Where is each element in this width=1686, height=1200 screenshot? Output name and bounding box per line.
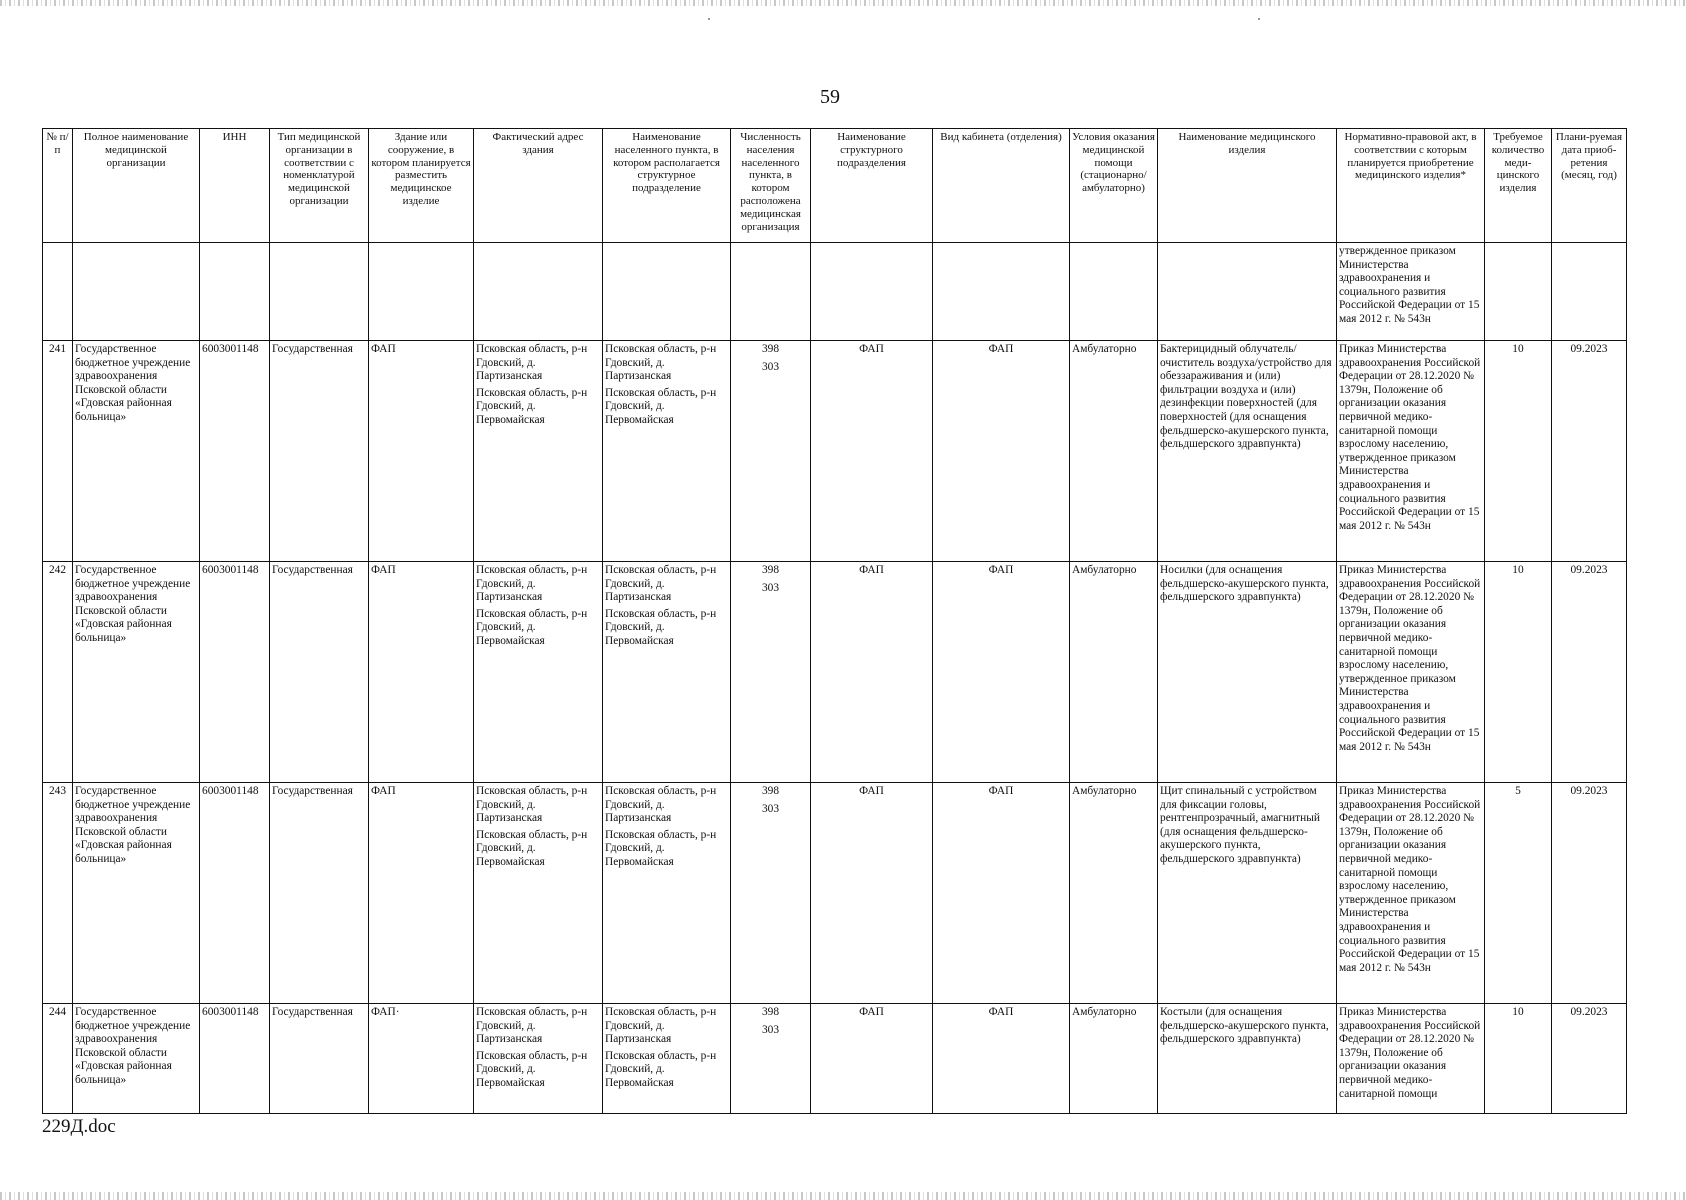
settlement-line: Псковская область, р-н Гдовский, д. Партизанская	[605, 785, 717, 825]
act-cell: Приказ Министерства здравоохранения Российской Федерации от 28.12.2020 № 1379н, Положение об организации оказания первичной медико-санитарной помощи	[1337, 1004, 1485, 1114]
date-cell: 09.2023	[1552, 1004, 1627, 1114]
date-cell: 09.2023	[1552, 562, 1627, 783]
header-cell: Тип медицинской организации в соответствии с номенклатурой медицинской организации	[270, 129, 369, 243]
row-number: 241	[43, 341, 73, 562]
org-name-cell: Государственное бюджетное учреждение здравоохранения Псковской области «Гдовская районная больница»	[73, 783, 200, 1004]
header-cell: Нормативно-правовой акт, в соответствии с которым планируется приобретение медицинского изделия*	[1337, 129, 1485, 243]
address-cell	[474, 341, 603, 562]
org-type-cell: Государственная	[270, 1004, 369, 1114]
building-cell: ФАП·	[369, 1004, 474, 1114]
device-cell: Щит спинальный с устройством для фиксации головы, рентгенпрозрачный, амагнитный (для оснащения фельдшерско-акушерского пункта, фельдшерского здравпункта)	[1158, 783, 1337, 1004]
address-line: Псковская область, р-н Гдовский, д. Первомайская	[476, 386, 588, 426]
address-cell	[474, 783, 603, 1004]
scan-edge-top	[0, 0, 1686, 6]
address-cell	[474, 1004, 603, 1114]
date-cell: 09.2023	[1552, 783, 1627, 1004]
header-cell: Требуемое количество меди-цинского изделия	[1485, 129, 1552, 243]
header-cell: Вид кабинета (отделения)	[933, 129, 1070, 243]
address-line: Псковская область, р-н Гдовский, д. Партизанская	[476, 564, 588, 604]
cabinet-cell: ФАП	[933, 562, 1070, 783]
act-cell: Приказ Министерства здравоохранения Российской Федерации от 28.12.2020 № 1379н, Положение об организации оказания первичной медико-санитарной помощи взрослому населению, утвержденное приказом Министерства здравоохранения и социального развития Российской Федерации от 15 мая 2012 г. № 543н	[1337, 783, 1485, 1004]
scan-speck	[708, 18, 710, 20]
population-value: 303	[761, 1023, 780, 1036]
population-cell	[731, 1004, 811, 1114]
header-cell: Здание или сооружение, в котором планируется разместить медицинское изделие	[369, 129, 474, 243]
quantity-cell: 10	[1485, 562, 1552, 783]
conditions-cell: Амбулаторно	[1070, 341, 1158, 562]
quantity-cell: 10	[1485, 341, 1552, 562]
settlement-line: Псковская область, р-н Гдовский, д. Партизанская	[605, 564, 717, 604]
org-type-cell: Государственная	[270, 562, 369, 783]
org-name-cell: Государственное бюджетное учреждение здравоохранения Псковской области «Гдовская районная больница»	[73, 1004, 200, 1114]
table-row	[43, 341, 1627, 562]
inn-cell: 6003001148	[200, 783, 270, 1004]
building-cell: ФАП	[369, 562, 474, 783]
org-name-cell: Государственное бюджетное учреждение здравоохранения Псковской области «Гдовская районная больница»	[73, 341, 200, 562]
header-cell: Наименование структурного подразделения	[811, 129, 933, 243]
population-value: 398	[761, 1006, 780, 1018]
address-line: Псковская область, р-н Гдовский, д. Первомайская	[476, 1049, 588, 1089]
population-value: 303	[761, 360, 780, 373]
header-cell: Полное наименование медицинской организации	[73, 129, 200, 243]
population-cell	[731, 783, 811, 1004]
row-number: 242	[43, 562, 73, 783]
address-line: Псковская область, р-н Гдовский, д. Партизанская	[476, 1006, 588, 1046]
population-value: 398	[761, 343, 780, 355]
scan-speck	[1258, 18, 1260, 20]
population-value: 303	[761, 581, 780, 594]
unit-cell: ФАП	[811, 783, 933, 1004]
conditions-cell: Амбулаторно	[1070, 783, 1158, 1004]
inn-cell: 6003001148	[200, 341, 270, 562]
org-type-cell: Государственная	[270, 783, 369, 1004]
population-cell	[731, 341, 811, 562]
building-cell: ФАП	[369, 341, 474, 562]
settlement-line: Псковская область, р-н Гдовский, д. Партизанская	[605, 343, 717, 383]
footer-filename: 229Д.doc	[42, 1116, 116, 1137]
header-cell: Наименование населенного пункта, в котором располагается структурное подразделение	[603, 129, 731, 243]
scan-edge-bottom	[0, 1192, 1686, 1200]
continuation-row	[43, 243, 1627, 341]
population-value: 398	[761, 785, 780, 797]
settlement-line: Псковская область, р-н Гдовский, д. Первомайская	[605, 828, 717, 868]
address-line: Псковская область, р-н Гдовский, д. Первомайская	[476, 607, 588, 647]
quantity-cell: 10	[1485, 1004, 1552, 1114]
header-cell: Численность населения населенного пункта, в котором расположена медицинская организация	[731, 129, 811, 243]
settlement-cell	[603, 1004, 731, 1114]
address-line: Псковская область, р-н Гдовский, д. Первомайская	[476, 828, 588, 868]
settlement-line: Псковская область, р-н Гдовский, д. Первомайская	[605, 386, 717, 426]
settlement-line: Псковская область, р-н Гдовский, д. Первомайская	[605, 1049, 717, 1089]
cabinet-cell: ФАП	[933, 783, 1070, 1004]
unit-cell: ФАП	[811, 562, 933, 783]
device-cell: Костыли (для оснащения фельдшерско-акушерского пункта, фельдшерского здравпункта)	[1158, 1004, 1337, 1114]
date-cell: 09.2023	[1552, 341, 1627, 562]
row-number: 244	[43, 1004, 73, 1114]
table-header-row	[43, 129, 1627, 243]
settlement-line: Псковская область, р-н Гдовский, д. Первомайская	[605, 607, 717, 647]
header-cell: Фактический адрес здания	[474, 129, 603, 243]
address-cell	[474, 562, 603, 783]
conditions-cell: Амбулаторно	[1070, 562, 1158, 783]
medical-equipment-table	[42, 128, 1627, 1114]
address-line: Псковская область, р-н Гдовский, д. Партизанская	[476, 343, 588, 383]
table-row	[43, 783, 1627, 1004]
header-cell: Условия оказания медицинской помощи (стационарно/ амбулаторно)	[1070, 129, 1158, 243]
population-value: 398	[761, 564, 780, 576]
device-cell: Носилки (для оснащения фельдшерско-акушерского пункта, фельдшерского здравпункта)	[1158, 562, 1337, 783]
cabinet-cell: ФАП	[933, 1004, 1070, 1114]
header-cell: Наименование медицинского изделия	[1158, 129, 1337, 243]
header-cell: ИНН	[200, 129, 270, 243]
header-cell: № п/п	[43, 129, 73, 243]
act-cell: Приказ Министерства здравоохранения Российской Федерации от 28.12.2020 № 1379н, Положение об организации оказания первичной медико-санитарной помощи взрослому населению, утвержденное приказом Министерства здравоохранения и социального развития Российской Федерации от 15 мая 2012 г. № 543н	[1337, 562, 1485, 783]
cabinet-cell: ФАП	[933, 341, 1070, 562]
settlement-line: Псковская область, р-н Гдовский, д. Партизанская	[605, 1006, 717, 1046]
conditions-cell: Амбулаторно	[1070, 1004, 1158, 1114]
inn-cell: 6003001148	[200, 1004, 270, 1114]
act-cell: Приказ Министерства здравоохранения Российской Федерации от 28.12.2020 № 1379н, Положение об организации оказания первичной медико-санитарной помощи взрослому населению, утвержденное приказом Министерства здравоохранения и социального развития Российской Федерации от 15 мая 2012 г. № 543н	[1337, 341, 1485, 562]
building-cell: ФАП	[369, 783, 474, 1004]
org-type-cell: Государственная	[270, 341, 369, 562]
settlement-cell	[603, 562, 731, 783]
settlement-cell	[603, 341, 731, 562]
settlement-cell	[603, 783, 731, 1004]
continuation-act-cell: утвержденное приказом Министерства здравоохранения и социального развития Российской Федерации от 15 мая 2012 г. № 543н	[1337, 243, 1485, 341]
table-row	[43, 562, 1627, 783]
population-cell	[731, 562, 811, 783]
inn-cell: 6003001148	[200, 562, 270, 783]
table-row	[43, 1004, 1627, 1114]
unit-cell: ФАП	[811, 341, 933, 562]
address-line: Псковская область, р-н Гдовский, д. Партизанская	[476, 785, 588, 825]
population-value: 303	[761, 802, 780, 815]
device-cell: Бактерицидный облучатель/очиститель воздуха/устройство для обеззараживания и (или) фильтрации воздуха и (или) дезинфекции поверхностей (для поверхностей (для оснащения фельдшерско-акушерского пункта, фельдшерского здравпункта)	[1158, 341, 1337, 562]
org-name-cell: Государственное бюджетное учреждение здравоохранения Псковской области «Гдовская районная больница»	[73, 562, 200, 783]
page-number: 59	[820, 86, 840, 108]
row-number: 243	[43, 783, 73, 1004]
header-cell: Плани-руемая дата приоб-ретения (месяц, год)	[1552, 129, 1627, 243]
quantity-cell: 5	[1485, 783, 1552, 1004]
unit-cell: ФАП	[811, 1004, 933, 1114]
